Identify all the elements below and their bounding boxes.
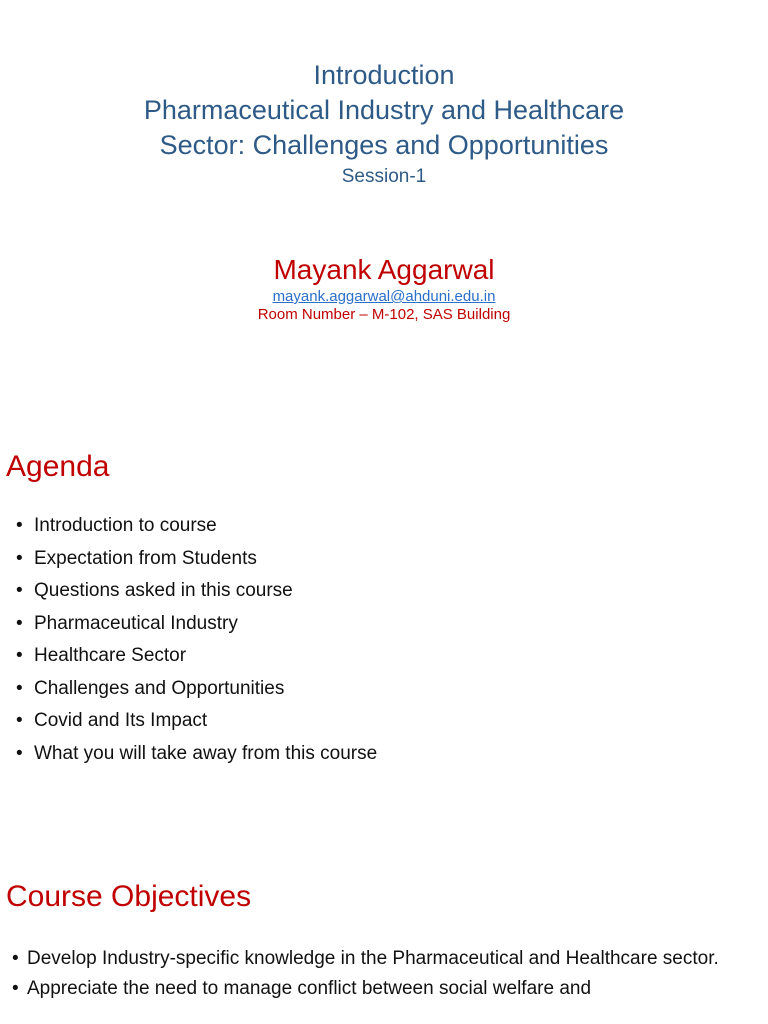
presenter-block: [0, 252, 768, 324]
presenter-room: Room Number – M-102, SAS Building: [257, 306, 511, 323]
list-item: • Appreciate the need to manage conflict between social welfare and: [12, 978, 732, 1000]
title-slide: [0, 0, 768, 400]
list-item: • Questions asked in this course: [16, 575, 377, 608]
title-line-1: Introduction: [313, 60, 455, 90]
objectives-slide: [0, 870, 768, 1024]
list-item: • Challenges and Opportunities: [16, 673, 377, 706]
title-line-3: Sector: Challenges and Opportunities: [159, 130, 609, 160]
list-item: • Healthcare Sector: [16, 640, 377, 673]
title-block: [0, 58, 768, 190]
title-line-2: Pharmaceutical Industry and Healthcare: [143, 95, 625, 125]
objectives-heading: Course Objectives: [6, 880, 252, 913]
presenter-email-link[interactable]: mayank.aggarwal@ahduni.edu.in: [272, 288, 496, 305]
objectives-list: [12, 948, 732, 1008]
agenda-list: [16, 510, 377, 770]
list-item: • Develop Industry-specific knowledge in the Pharmaceutical and Healthcare sector.: [12, 948, 732, 970]
presenter-name: Mayank Aggarwal: [273, 254, 495, 285]
session-label: Session-1: [341, 166, 427, 187]
list-item: • Introduction to course: [16, 510, 377, 543]
list-item: • Pharmaceutical Industry: [16, 608, 377, 641]
list-item: • Expectation from Students: [16, 543, 377, 576]
list-item: • Covid and Its Impact: [16, 705, 377, 738]
agenda-heading: Agenda: [6, 450, 110, 483]
list-item: • What you will take away from this course: [16, 738, 377, 771]
agenda-slide: [0, 440, 768, 830]
